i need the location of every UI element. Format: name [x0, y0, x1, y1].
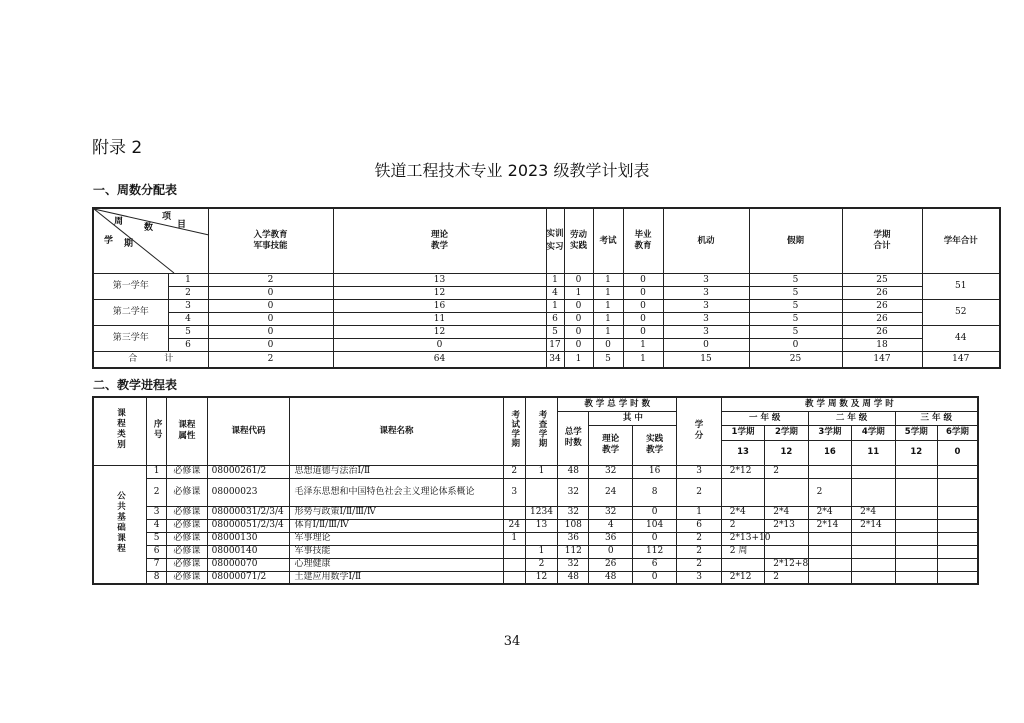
- course-t5: [895, 532, 937, 545]
- course-t1: [721, 558, 764, 571]
- section-week-allocation-heading: 一、周数分配表: [93, 183, 178, 197]
- course-total: 32: [558, 558, 589, 571]
- course-t3: [808, 532, 851, 545]
- table-cell: 26: [842, 300, 922, 313]
- table-cell: 5: [546, 326, 564, 339]
- header-year-3: 三 年 级: [895, 411, 978, 425]
- course-check: 2: [525, 558, 557, 571]
- table-row: [93, 571, 978, 584]
- course-seq: 7: [147, 558, 167, 571]
- total-cell: 64: [333, 352, 546, 368]
- course-t5: [895, 519, 937, 532]
- table-row: [93, 465, 978, 478]
- course-check: 1234: [525, 506, 557, 519]
- course-credit: 3: [677, 571, 721, 584]
- header-seq: [147, 397, 167, 465]
- course-t4: 2*4: [852, 506, 895, 519]
- course-practice: 104: [632, 519, 676, 532]
- table-cell: 0: [623, 274, 663, 287]
- header-total-hours-group: 教 学 总 学 时 数: [558, 397, 677, 411]
- course-t2: 2*4: [765, 506, 808, 519]
- table-cell: 5: [749, 326, 842, 339]
- course-t6: [937, 506, 978, 519]
- table-cell: 5: [749, 287, 842, 300]
- course-code: 08000023: [207, 478, 290, 506]
- section-teaching-progress-heading: 二、教学进程表: [93, 378, 178, 392]
- course-credit: 1: [677, 506, 721, 519]
- course-seq: 6: [147, 545, 167, 558]
- diag-text: 项: [162, 212, 172, 222]
- course-theory: 4: [589, 519, 632, 532]
- table-cell: 3: [663, 313, 749, 326]
- total-cell: 1: [623, 352, 663, 368]
- table-cell: 6: [546, 313, 564, 326]
- course-seq: 8: [147, 571, 167, 584]
- year-total: 44: [922, 326, 1000, 352]
- header-theory-teaching: 理论 教学: [333, 208, 546, 274]
- header-weeks-3: 16: [808, 440, 851, 465]
- course-practice: 0: [632, 532, 676, 545]
- course-t2: 2: [765, 571, 808, 584]
- course-theory: 36: [589, 532, 632, 545]
- header-total-hours: 总学 时数: [558, 411, 589, 465]
- header-category: [93, 397, 147, 465]
- total-label-part: 计: [164, 353, 174, 364]
- table-cell: 0: [564, 313, 593, 326]
- header-row-1: [93, 397, 978, 411]
- header-entry-education: 入学教育 军事技能: [208, 208, 333, 274]
- course-theory: 48: [589, 571, 632, 584]
- table-cell: 0: [564, 274, 593, 287]
- appendix-label: 附录 2: [92, 138, 143, 158]
- header-weeks-4: 11: [852, 440, 895, 465]
- teaching-progress-table: [92, 396, 979, 585]
- table-cell: 0: [663, 339, 749, 352]
- header-among: 其 中: [589, 411, 677, 425]
- semester-number: 1: [168, 274, 208, 287]
- course-t1: 2: [721, 519, 764, 532]
- course-exam: 24: [503, 519, 525, 532]
- course-t1: 2*4: [721, 506, 764, 519]
- table-cell: 0: [208, 326, 333, 339]
- course-exam: 3: [503, 478, 525, 506]
- header-weekly-group: 教 学 周 数 及 周 学 时: [721, 397, 978, 411]
- course-total: 48: [558, 465, 589, 478]
- header-semester-total: 学期 合计: [842, 208, 922, 274]
- course-credit: 2: [677, 545, 721, 558]
- header-category-text: 课程类别: [115, 408, 126, 451]
- course-t5: [895, 558, 937, 571]
- year-label: 第一学年: [93, 274, 168, 300]
- week-allocation-table: [92, 207, 1001, 369]
- course-exam: 1: [503, 532, 525, 545]
- table-row: [93, 558, 978, 571]
- course-t3: 2: [808, 478, 851, 506]
- course-credit: 3: [677, 465, 721, 478]
- table-row: [93, 506, 978, 519]
- course-attr: 必修课: [167, 506, 207, 519]
- course-t2: [765, 478, 808, 506]
- course-practice: 16: [632, 465, 676, 478]
- header-weeks-2: 12: [765, 440, 808, 465]
- week-allocation-body: [93, 274, 1000, 352]
- course-t2: 2*12+8: [765, 558, 808, 571]
- course-attr: 必修课: [167, 532, 207, 545]
- course-exam: [503, 571, 525, 584]
- year-label: 第三学年: [93, 326, 168, 352]
- course-check: 12: [525, 571, 557, 584]
- course-t2: 2: [765, 465, 808, 478]
- table-cell: 1: [593, 326, 623, 339]
- course-total: 108: [558, 519, 589, 532]
- page-number: 34: [503, 634, 521, 649]
- diag-text: 目: [177, 220, 187, 230]
- header-weeks-1: 13: [721, 440, 764, 465]
- course-t3: 2*14: [808, 519, 851, 532]
- year-label: 第二学年: [93, 300, 168, 326]
- table-cell: 0: [333, 339, 546, 352]
- course-attr: 必修课: [167, 465, 207, 478]
- table-cell: 13: [333, 274, 546, 287]
- table-cell: 3: [663, 287, 749, 300]
- table-cell: 0: [593, 339, 623, 352]
- course-t5: [895, 571, 937, 584]
- course-t2: [765, 532, 808, 545]
- table-cell: 26: [842, 313, 922, 326]
- course-seq: 4: [147, 519, 167, 532]
- year-total: 52: [922, 300, 1000, 326]
- total-cell: 147: [842, 352, 922, 368]
- table-cell: 1: [564, 287, 593, 300]
- course-name: 形势与政策Ⅰ/Ⅱ/Ⅲ/Ⅳ: [290, 506, 503, 519]
- course-code: 08000031/2/3/4: [207, 506, 290, 519]
- table-cell: 0: [208, 300, 333, 313]
- course-code: 08000261/2: [207, 465, 290, 478]
- course-exam: [503, 545, 525, 558]
- table-row: [93, 532, 978, 545]
- table-header-row: [93, 208, 1000, 274]
- table-cell: 0: [564, 326, 593, 339]
- course-t4: [852, 532, 895, 545]
- course-t6: [937, 571, 978, 584]
- header-exam: 考试: [593, 208, 623, 274]
- header-term-1: 1学期: [721, 425, 764, 440]
- table-cell: 16: [333, 300, 546, 313]
- course-theory: 0: [589, 545, 632, 558]
- course-seq: 2: [147, 478, 167, 506]
- course-total: 36: [558, 532, 589, 545]
- table-cell: 3: [663, 300, 749, 313]
- header-weeks-6: 0: [937, 440, 978, 465]
- semester-number: 2: [168, 287, 208, 300]
- course-theory: 26: [589, 558, 632, 571]
- total-cell: 147: [922, 352, 1000, 368]
- course-code: 08000071/2: [207, 571, 290, 584]
- total-row: [93, 352, 1000, 368]
- semester-number: 3: [168, 300, 208, 313]
- course-practice: 6: [632, 558, 676, 571]
- semester-number: 6: [168, 339, 208, 352]
- header-code: 课程代码: [207, 397, 290, 465]
- header-term-3: 3学期: [808, 425, 851, 440]
- course-practice: 0: [632, 506, 676, 519]
- course-t6: [937, 558, 978, 571]
- course-total: 112: [558, 545, 589, 558]
- course-exam: 2: [503, 465, 525, 478]
- table-row: [93, 478, 978, 506]
- table-cell: 0: [623, 287, 663, 300]
- course-check: 1: [525, 545, 557, 558]
- course-t4: [852, 558, 895, 571]
- table-row: [93, 545, 978, 558]
- course-credit: 2: [677, 478, 721, 506]
- header-holiday: 假期: [749, 208, 842, 274]
- diag-text: 学: [104, 236, 114, 246]
- course-attr: 必修课: [167, 519, 207, 532]
- course-t5: [895, 506, 937, 519]
- course-check: [525, 532, 557, 545]
- course-check: 1: [525, 465, 557, 478]
- course-practice: 112: [632, 545, 676, 558]
- course-t5: [895, 465, 937, 478]
- table-cell: 0: [623, 313, 663, 326]
- course-t1: 2*12: [721, 465, 764, 478]
- table-cell: 1: [546, 300, 564, 313]
- total-cell: 2: [208, 352, 333, 368]
- course-t3: [808, 545, 851, 558]
- header-term-6: 6学期: [937, 425, 978, 440]
- course-name: 心理健康: [290, 558, 503, 571]
- total-cell: 34: [546, 352, 564, 368]
- header-theory: 理论 教学: [589, 425, 632, 465]
- course-t6: [937, 465, 978, 478]
- course-practice: 0: [632, 571, 676, 584]
- table-cell: 0: [208, 287, 333, 300]
- course-t3: 2*4: [808, 506, 851, 519]
- header-labor: 劳动 实践: [564, 208, 593, 274]
- course-attr: 必修课: [167, 571, 207, 584]
- course-code: 08000070: [207, 558, 290, 571]
- header-seq-text: 序号: [152, 418, 163, 440]
- table-cell: 0: [208, 313, 333, 326]
- course-t2: [765, 545, 808, 558]
- course-name: 军事技能: [290, 545, 503, 558]
- course-practice: 8: [632, 478, 676, 506]
- table-cell: 17: [546, 339, 564, 352]
- course-attr: 必修课: [167, 558, 207, 571]
- semester-number: 4: [168, 313, 208, 326]
- table-cell: 26: [842, 287, 922, 300]
- total-cell: 15: [663, 352, 749, 368]
- course-t3: [808, 465, 851, 478]
- course-t6: [937, 532, 978, 545]
- table-row: [93, 326, 1000, 339]
- course-credit: 2: [677, 532, 721, 545]
- table-row: [93, 287, 1000, 300]
- course-name: 毛泽东思想和中国特色社会主义理论体系概论: [290, 478, 503, 506]
- category-name: 公共基础课程: [115, 490, 126, 554]
- course-theory: 32: [589, 506, 632, 519]
- header-year-1: 一 年 级: [721, 411, 808, 425]
- course-t6: [937, 478, 978, 506]
- table-cell: 12: [333, 287, 546, 300]
- table-row: [93, 339, 1000, 352]
- header-year-2: 二 年 级: [808, 411, 895, 425]
- year-total: 51: [922, 274, 1000, 300]
- course-code: 08000130: [207, 532, 290, 545]
- course-code: 08000051/2/3/4: [207, 519, 290, 532]
- table-cell: 3: [663, 326, 749, 339]
- course-t4: 2*14: [852, 519, 895, 532]
- course-check: [525, 478, 557, 506]
- course-t4: [852, 478, 895, 506]
- table-cell: 0: [208, 339, 333, 352]
- table-cell: 0: [623, 326, 663, 339]
- table-cell: 18: [842, 339, 922, 352]
- header-training: 实训实习: [546, 208, 564, 274]
- course-theory: 24: [589, 478, 632, 506]
- course-name: 军事理论: [290, 532, 503, 545]
- document-title: 铁道工程技术专业 2023 级教学计划表: [374, 161, 650, 180]
- course-theory: 32: [589, 465, 632, 478]
- course-seq: 1: [147, 465, 167, 478]
- course-seq: 3: [147, 506, 167, 519]
- table-cell: 12: [333, 326, 546, 339]
- diagonal-header-cell: [93, 208, 208, 274]
- header-graduation: 毕业 教育: [623, 208, 663, 274]
- category-cell: [93, 465, 147, 584]
- table-cell: 0: [564, 339, 593, 352]
- table-cell: 26: [842, 326, 922, 339]
- table-cell: 11: [333, 313, 546, 326]
- header-name: 课程名称: [290, 397, 503, 465]
- table-cell: 0: [564, 300, 593, 313]
- table-cell: 2: [208, 274, 333, 287]
- course-attr: 必修课: [167, 478, 207, 506]
- course-t4: [852, 545, 895, 558]
- table-cell: 1: [593, 287, 623, 300]
- header-flex: 机动: [663, 208, 749, 274]
- course-exam: [503, 506, 525, 519]
- total-cell: 5: [593, 352, 623, 368]
- course-seq: 5: [147, 532, 167, 545]
- course-check: 13: [525, 519, 557, 532]
- table-cell: 1: [593, 313, 623, 326]
- table-cell: 1: [593, 300, 623, 313]
- course-t6: [937, 519, 978, 532]
- table-cell: 1: [623, 339, 663, 352]
- header-term-5: 5学期: [895, 425, 937, 440]
- table-row: [93, 313, 1000, 326]
- table-cell: 5: [749, 300, 842, 313]
- teaching-progress-body: [93, 465, 978, 584]
- table-cell: 5: [749, 274, 842, 287]
- course-t1: 2*12: [721, 571, 764, 584]
- header-check-term-text: 考查学期: [537, 410, 547, 449]
- header-year-total: 学年合计: [922, 208, 1000, 274]
- total-cell: 1: [564, 352, 593, 368]
- course-t1: [721, 478, 764, 506]
- total-label-part: 合: [128, 353, 138, 364]
- header-practice: 实践 教学: [632, 425, 676, 465]
- course-t4: [852, 571, 895, 584]
- course-t6: [937, 545, 978, 558]
- course-t4: [852, 465, 895, 478]
- course-t3: [808, 571, 851, 584]
- course-credit: 6: [677, 519, 721, 532]
- course-t5: [895, 478, 937, 506]
- diag-text: 期: [124, 239, 134, 249]
- course-t5: [895, 545, 937, 558]
- header-weeks-5: 12: [895, 440, 937, 465]
- course-credit: 2: [677, 558, 721, 571]
- course-attr: 必修课: [167, 545, 207, 558]
- course-t3: [808, 558, 851, 571]
- table-cell: 1: [546, 274, 564, 287]
- course-t1: 2 周: [721, 545, 764, 558]
- total-label: [93, 352, 208, 368]
- course-exam: [503, 558, 525, 571]
- header-credits: 学 分: [677, 397, 721, 465]
- total-cell: 25: [749, 352, 842, 368]
- course-name: 土建应用数学Ⅰ/Ⅱ: [290, 571, 503, 584]
- table-cell: 4: [546, 287, 564, 300]
- table-cell: 3: [663, 274, 749, 287]
- header-exam-term: [503, 397, 525, 465]
- course-total: 32: [558, 506, 589, 519]
- diag-text: 数: [144, 223, 154, 233]
- course-code: 08000140: [207, 545, 290, 558]
- header-check-term: [525, 397, 557, 465]
- course-t1: 2*13+10: [721, 532, 764, 545]
- course-total: 48: [558, 571, 589, 584]
- semester-number: 5: [168, 326, 208, 339]
- course-name: 思想道德与法治Ⅰ/Ⅱ: [290, 465, 503, 478]
- header-attr: 课程 属性: [167, 397, 207, 465]
- table-cell: 0: [623, 300, 663, 313]
- header-term-2: 2学期: [765, 425, 808, 440]
- table-row: [93, 300, 1000, 313]
- course-name: 体育Ⅰ/Ⅱ/Ⅲ/Ⅳ: [290, 519, 503, 532]
- header-term-4: 4学期: [852, 425, 895, 440]
- diag-text: 周: [114, 217, 124, 227]
- table-row: [93, 274, 1000, 287]
- table-cell: 5: [749, 313, 842, 326]
- table-row: [93, 519, 978, 532]
- header-exam-term-text: 考试学期: [509, 410, 520, 449]
- course-t2: 2*13: [765, 519, 808, 532]
- table-cell: 25: [842, 274, 922, 287]
- course-total: 32: [558, 478, 589, 506]
- table-cell: 1: [593, 274, 623, 287]
- table-cell: 0: [749, 339, 842, 352]
